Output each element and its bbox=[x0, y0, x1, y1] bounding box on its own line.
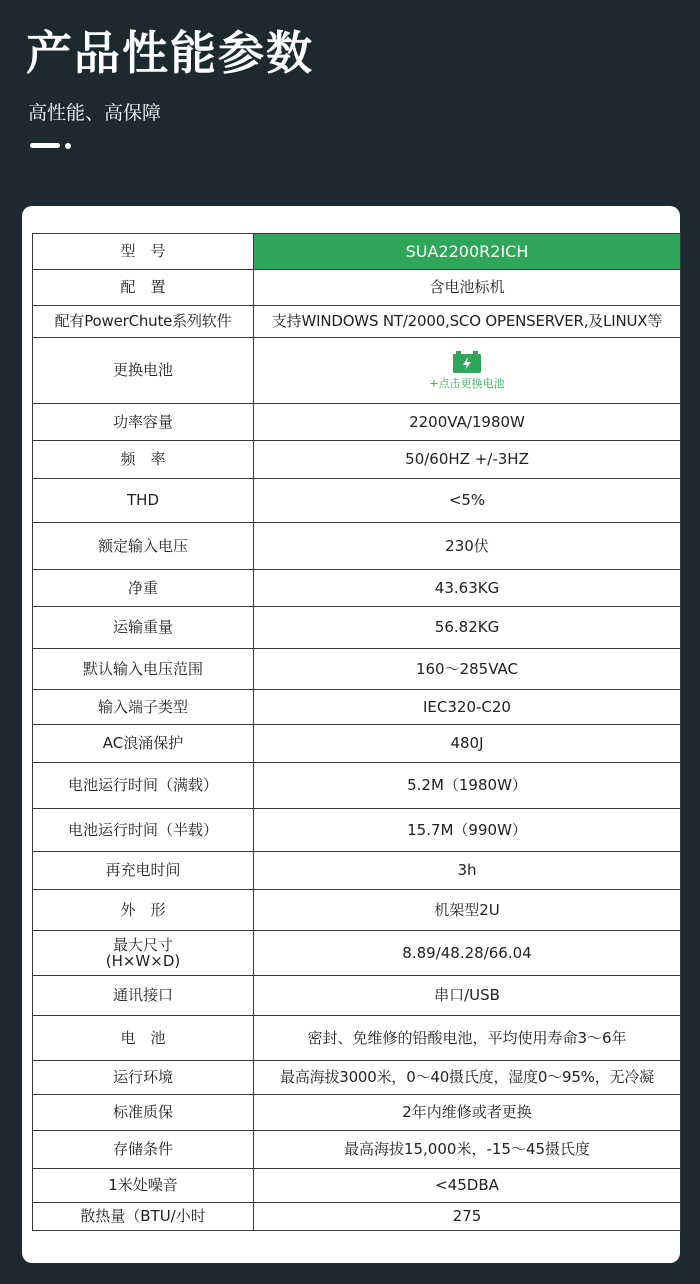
spec-card bbox=[22, 206, 680, 1263]
spec-key: 型 号 bbox=[33, 234, 254, 270]
page-title: 产品性能参数 bbox=[26, 26, 314, 80]
spec-key: 电池运行时间（满载） bbox=[33, 763, 254, 809]
spec-value: 2200VA/1980W bbox=[254, 404, 681, 441]
spec-key: 配有PowerChute系列软件 bbox=[33, 306, 254, 338]
table-row bbox=[33, 809, 681, 852]
table-row bbox=[33, 479, 681, 523]
spec-key: THD bbox=[33, 479, 254, 523]
table-row bbox=[33, 976, 681, 1016]
table-row bbox=[33, 931, 681, 976]
spec-value: 串口/USB bbox=[254, 976, 681, 1016]
table-row bbox=[33, 404, 681, 441]
spec-value: IEC320-C20 bbox=[254, 690, 681, 725]
spec-key: 再充电时间 bbox=[33, 852, 254, 890]
table-row bbox=[33, 1016, 681, 1061]
spec-value: 最高海拔3000米，0～40摄氏度，湿度0～95%，无冷凝 bbox=[254, 1061, 681, 1095]
spec-key: 最大尺寸 bbox=[112, 936, 173, 954]
spec-key-cell bbox=[33, 931, 254, 976]
spec-value: 5.2M（1980W） bbox=[254, 763, 681, 809]
page-subtitle: 高性能、高保障 bbox=[28, 102, 162, 124]
spec-value: 3h bbox=[254, 852, 681, 890]
spec-value: SUA2200R2ICH bbox=[254, 234, 681, 270]
table-row bbox=[33, 725, 681, 763]
spec-value: 支持WINDOWS NT/2000,SCO OPENSERVER,及LINUX等 bbox=[254, 306, 681, 338]
decorative-line bbox=[30, 143, 60, 148]
spec-key: 1米处噪音 bbox=[33, 1169, 254, 1203]
spec-value: 275 bbox=[254, 1203, 681, 1231]
spec-key: 电池运行时间（半载） bbox=[33, 809, 254, 852]
spec-key-sub: (H×W×D) bbox=[105, 952, 181, 970]
table-row bbox=[33, 1061, 681, 1095]
table-row bbox=[33, 763, 681, 809]
replace-battery-link[interactable]: +点击更换电池 bbox=[429, 377, 505, 390]
spec-key: 配 置 bbox=[33, 270, 254, 306]
spec-key: 功率容量 bbox=[33, 404, 254, 441]
spec-key: 存储条件 bbox=[33, 1131, 254, 1169]
spec-value: 15.7M（990W） bbox=[254, 809, 681, 852]
spec-key: 默认输入电压范围 bbox=[33, 649, 254, 690]
spec-value: 56.82KG bbox=[254, 607, 681, 649]
spec-key: 运输重量 bbox=[33, 607, 254, 649]
spec-key: 额定输入电压 bbox=[33, 523, 254, 570]
spec-value: 43.63KG bbox=[254, 570, 681, 607]
spec-key: 外 形 bbox=[33, 890, 254, 931]
spec-value: 480J bbox=[254, 725, 681, 763]
table-row bbox=[33, 607, 681, 649]
table-row bbox=[33, 1131, 681, 1169]
spec-value: 含电池标机 bbox=[254, 270, 681, 306]
table-row bbox=[33, 523, 681, 570]
spec-key: 频 率 bbox=[33, 441, 254, 479]
spec-key: 通讯接口 bbox=[33, 976, 254, 1016]
table-row bbox=[33, 1169, 681, 1203]
spec-value: 160～285VAC bbox=[254, 649, 681, 690]
spec-table bbox=[32, 233, 681, 1231]
spec-key: 标准质保 bbox=[33, 1095, 254, 1131]
spec-key: 散热量（BTU/小时 bbox=[33, 1203, 254, 1231]
spec-value: 机架型2U bbox=[254, 890, 681, 931]
spec-key: 电 池 bbox=[33, 1016, 254, 1061]
table-row bbox=[33, 890, 681, 931]
decorative-dot bbox=[65, 143, 71, 149]
spec-value: 50/60HZ +/-3HZ bbox=[254, 441, 681, 479]
spec-key: AC浪涌保护 bbox=[33, 725, 254, 763]
spec-key: 净重 bbox=[33, 570, 254, 607]
spec-value: 最高海拔15,000米，-15～45摄氏度 bbox=[254, 1131, 681, 1169]
table-row bbox=[33, 270, 681, 306]
spec-value: 密封、免维修的铅酸电池，平均使用寿命3～6年 bbox=[254, 1016, 681, 1061]
table-row bbox=[33, 852, 681, 890]
table-row bbox=[33, 570, 681, 607]
spec-value: <45DBA bbox=[254, 1169, 681, 1203]
spec-key: 运行环境 bbox=[33, 1061, 254, 1095]
spec-value: 8.89/48.28/66.04 bbox=[254, 931, 681, 976]
spec-key: 输入端子类型 bbox=[33, 690, 254, 725]
table-row bbox=[33, 234, 681, 270]
table-row bbox=[33, 649, 681, 690]
table-row bbox=[33, 441, 681, 479]
table-row bbox=[33, 690, 681, 725]
spec-value: 230伏 bbox=[254, 523, 681, 570]
table-row bbox=[33, 338, 681, 404]
spec-value: 2年内维修或者更换 bbox=[254, 1095, 681, 1131]
table-row bbox=[33, 1203, 681, 1231]
table-row bbox=[33, 1095, 681, 1131]
table-row bbox=[33, 306, 681, 338]
battery-replace-icon[interactable] bbox=[453, 351, 481, 373]
spec-value: <5% bbox=[254, 479, 681, 523]
spec-key: 更换电池 bbox=[33, 338, 254, 404]
replace-battery-cell[interactable] bbox=[254, 338, 681, 404]
